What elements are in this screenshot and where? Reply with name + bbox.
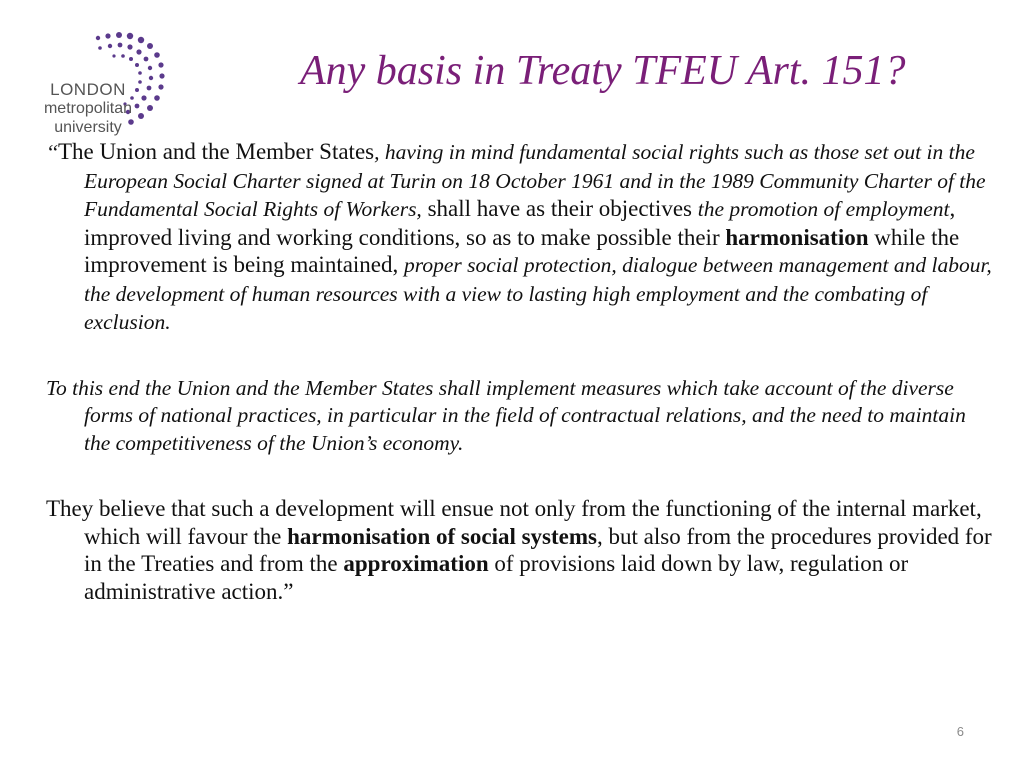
p3-segment-1: They believe that such a development will ensue not only from the functioning of the internal market, which will favour the [46, 496, 982, 549]
p1-segment-1: The Union and the Member States [57, 139, 375, 164]
p3-segment-3: , but also from the procedures provided for in the Treaties and from the [84, 523, 992, 576]
p3-approximation: approximation [343, 551, 489, 576]
logo-line-metropolitan: metropolitan [43, 100, 133, 117]
logo-wordmark [32, 80, 144, 137]
slide-title: Any basis in Treaty TFEU Art. 151? [300, 48, 906, 94]
p1-harmonisation: harmonisation [725, 224, 869, 250]
slide-number: 6 [956, 724, 964, 739]
logo-line-university: university [54, 119, 122, 136]
p1-segment-2: , having in mind fundamental social rights such as those set out in the European Social Charter signed at Turin on 18 October 1961 and in the 1989 Community Charter of the Fundamental Social Rights of Workers, [84, 140, 986, 221]
paragraph-article-151-second: To this end the Union and the Member States shall implement measures which take account of the diverse forms of national practices, in particular in the field of contractual relations, and the need to maintain the competitiveness of the Union’s economy. [46, 375, 966, 455]
p1-segment-5: , improved living and working conditions, so as to make possible their [84, 196, 956, 250]
p3-segment-5: of provisions laid down by law, regulation or administrative action.” [84, 551, 909, 604]
logo-line-london: LONDON [50, 80, 126, 99]
p3-harmonisation-social-systems: harmonisation of social systems [287, 523, 597, 549]
p1-segment-7: while the improvement is being maintained, [84, 224, 960, 277]
university-logo [30, 28, 190, 138]
p1-segment-3: shall have as their objectives [421, 196, 698, 221]
p1-segment-4: the promotion of employment [697, 197, 950, 221]
p1-segment-8: proper social protection, dialogue between management and labour, the development of human resources with a view to lasting high employment and the combating of exclusion. [84, 253, 992, 334]
paragraph-article-151-first [46, 138, 994, 337]
slide-body [46, 138, 994, 643]
opening-quote: ‘‘ [46, 140, 58, 164]
paragraph-article-151-third [46, 495, 994, 605]
